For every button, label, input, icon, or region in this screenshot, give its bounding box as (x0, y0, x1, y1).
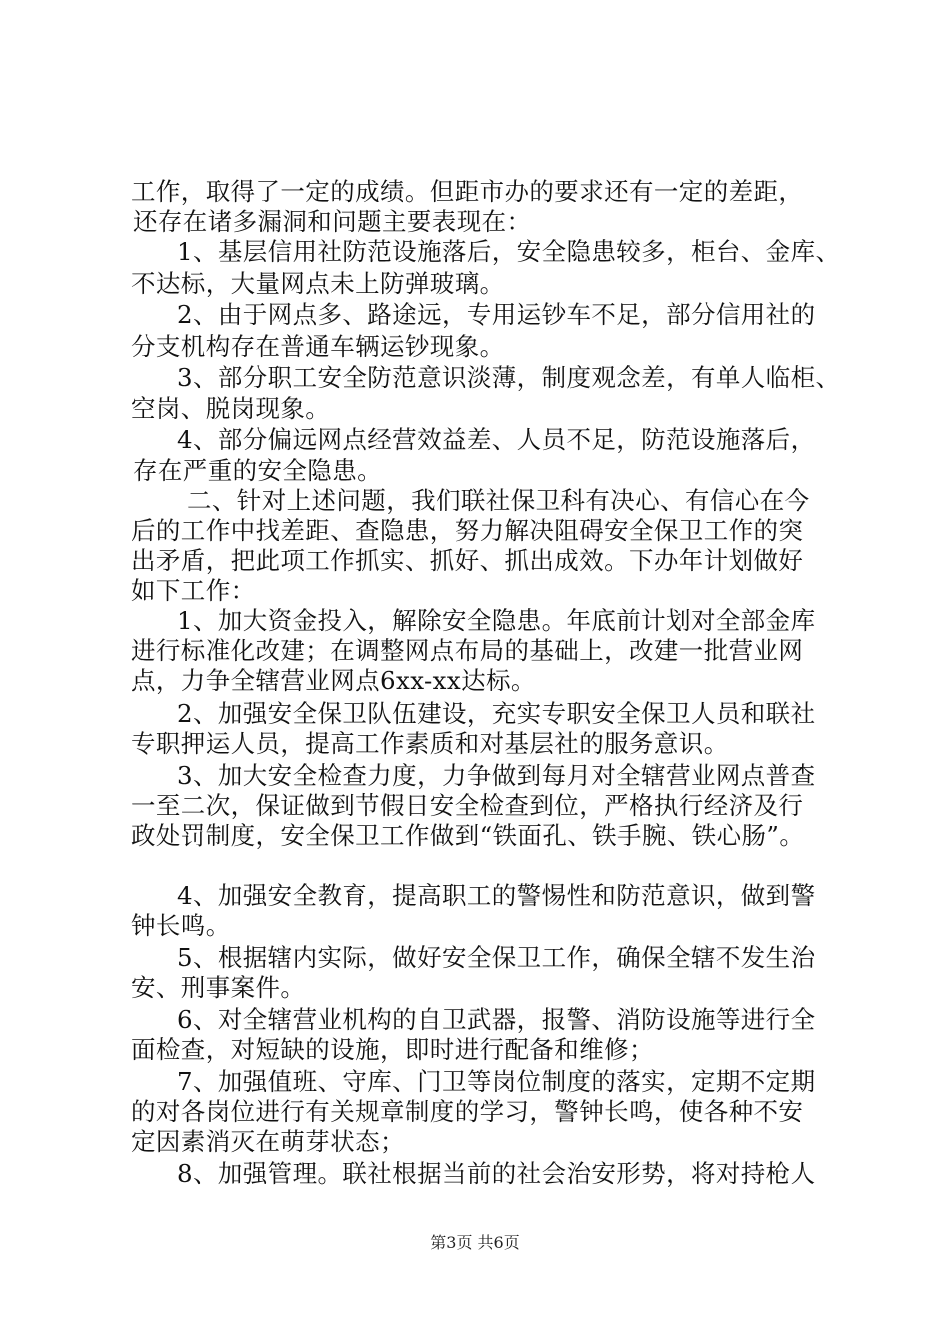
text-line: 工作，取得了一定的成绩。但距市办的要求还有一定的差距， (131, 177, 804, 206)
text-line: 2、由于网点多、路途远，专用运钞车不足，部分信用社的 (177, 300, 816, 329)
text-line: 4、加强安全教育，提高职工的警惕性和防范意识，做到警 (177, 881, 816, 910)
text-line: 分支机构存在普通车辆运钞现象。 (131, 332, 505, 361)
text-line: 定因素消灭在萌芽状态； (131, 1127, 405, 1156)
text-line: 5、根据辖内实际，做好安全保卫工作，确保全辖不发生治 (177, 943, 816, 972)
text-line: 6、对全辖营业机构的自卫武器，报警、消防设施等进行全 (177, 1005, 816, 1034)
text-line: 1、基层信用社防范设施落后，安全隐患较多，柜台、金库、 (177, 237, 841, 266)
page-number-footer: 第3页 共6页 (430, 1233, 520, 1252)
text-line: 安、刑事案件。 (131, 973, 306, 1002)
text-line: 还存在诸多漏洞和问题主要表现在： (133, 207, 532, 236)
text-line: 3、部分职工安全防范意识淡薄，制度观念差，有单人临柜、 (177, 363, 841, 392)
text-line: 7、加强值班、守库、门卫等岗位制度的落实，定期不定期 (177, 1067, 816, 1096)
text-line: 专职押运人员，提高工作素质和对基层社的服务意识。 (131, 729, 729, 758)
text-line: 1、加大资金投入，解除安全隐患。年底前计划对全部金库 (177, 606, 816, 635)
text-line: 后的工作中找差距、查隐患，努力解决阻碍安全保卫工作的突 (131, 516, 804, 545)
text-line: 3、加大安全检查力度，力争做到每月对全辖营业网点普查 (177, 761, 816, 790)
text-line: 2、加强安全保卫队伍建设，充实专职安全保卫人员和联社 (177, 699, 816, 728)
text-line: 存在严重的安全隐患。 (133, 456, 382, 485)
text-line: 进行标准化改建；在调整网点布局的基础上，改建一批营业网 (131, 636, 804, 665)
text-line: 如下工作： (131, 576, 256, 605)
text-line: 面检查，对短缺的设施，即时进行配备和维修； (131, 1035, 654, 1064)
text-line: 4、部分偏远网点经营效益差、人员不足，防范设施落后， (177, 425, 816, 454)
text-line: 8、加强管理。联社根据当前的社会治安形势，将对持枪人 (177, 1159, 816, 1188)
text-line: 点，力争全辖营业网点6xx-xx达标。 (131, 666, 536, 695)
text-line: 的对各岗位进行有关规章制度的学习，警钟长鸣，使各种不安 (131, 1097, 804, 1126)
text-line: 钟长鸣。 (131, 911, 231, 940)
text-line: 不达标，大量网点未上防弹玻璃。 (131, 269, 505, 298)
text-line: 政处罚制度，安全保卫工作做到“铁面孔、铁手腕、铁心肠”。 (131, 821, 805, 850)
text-line: 二、针对上述问题，我们联社保卫科有决心、有信心在今 (187, 486, 810, 515)
text-line: 出矛盾，把此项工作抓实、抓好、抓出成效。下办年计划做好 (131, 546, 804, 575)
text-line: 一至二次，保证做到节假日安全检查到位，严格执行经济及行 (131, 791, 804, 820)
text-line: 空岗、脱岗现象。 (131, 394, 331, 423)
